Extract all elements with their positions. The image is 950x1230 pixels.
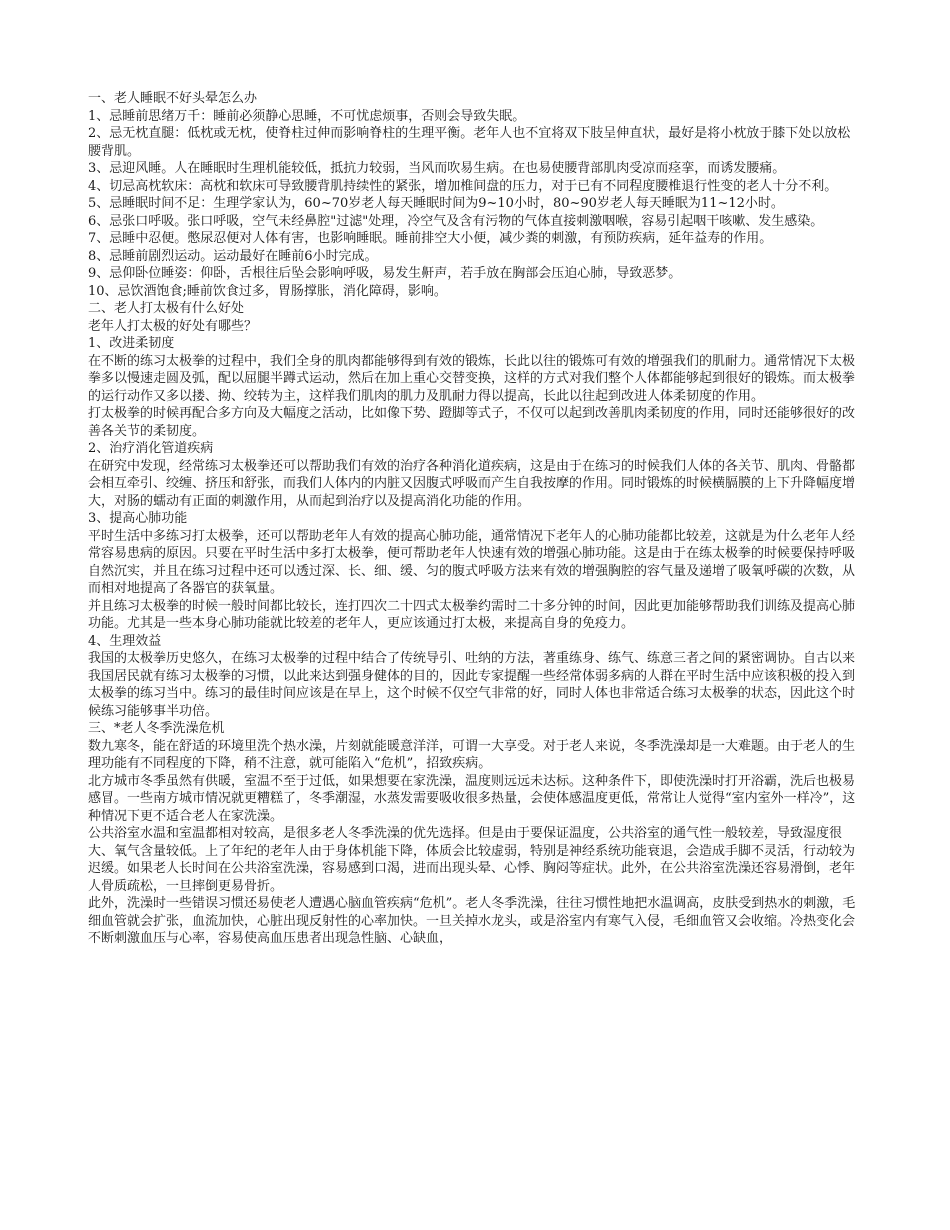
list-item: 9、忌仰卧位睡姿：仰卧，舌根往后坠会影响呼吸，易发生鼾声，若手放在胸部会压迫心肺，导致恶梦。 xyxy=(88,266,682,281)
paragraph: 打太极拳的时候再配合多方向及大幅度之活动，比如像下势、蹬脚等式子，不仅可以起到改善肌肉柔韧度的作用，同时还能够很好的改善各关节的柔韧度。 xyxy=(88,406,856,439)
section-heading-bathing: 三、*老人冬季洗澡危机 xyxy=(88,721,225,736)
list-item: 1、忌睡前思绪万千：睡前必须静心思睡，不可忧虑烦事，否则会导致失眠。 xyxy=(88,108,526,124)
section-heading-taichi: 二、老人打太极有什么好处 xyxy=(88,301,245,316)
paragraph: 平时生活中多练习打太极拳，还可以帮助老年人有效的提高心肺功能，通常情况下老年人的心肺功能都比较差，这就是为什么老年人经常容易患病的原因。只要在平时生活中多打太极拳，便可帮助老年人快速有效的增强心肺功能。这是由于在练太极拳的时候要保持呼吸自然沉实，并且在练习过程中还可以透过深、长、细、缓、匀的腹式呼吸方法来有效的增强胸腔的容气量及递增了吸氧呼碳的次数，从而相对地提高了各器官的获氧量。 xyxy=(88,528,856,596)
paragraph: 并且练习太极拳的时候一般时间都比较长，连打四次二十四式太极拳约需时二十多分钟的时间，因此更加能够帮助我们训练及提高心肺功能。尤其是一些本身心肺功能就比较差的老年人，更应该通过打太极，来提高自身的免疫力。 xyxy=(88,598,856,631)
list-item: 3、忌迎风睡。人在睡眠时生理机能较低，抵抗力较弱，当风而吹易生病。在也易使腰背部肌肉受凉而痉挛，而诱发腰痛。 xyxy=(88,161,786,176)
paragraph: 在研究中发现，经常练习太极拳还可以帮助我们有效的治疗各种消化道疾病，这是由于在练习的时候我们人体的各关节、肌肉、骨骼都会相互牵引、绞缠、挤压和舒张，而我们人体内的内脏又因腹式呼吸而产生自我按摩的作用。同时锻炼的时候横膈膜的上下升降幅度增大，对肠的蠕动有正面的刺激作用，从而起到治疗以及提高消化功能的作用。 xyxy=(88,458,856,509)
paragraph: 我国的太极拳历史悠久，在练习太极拳的过程中结合了传统导引、吐纳的方法，著重练身、练气、练意三者之间的紧密调协。自古以来我国居民就有练习太极拳的习惯，以此来达到强身健体的目的，因此专家提醒一些经常体弱多病的人群在平时生活中应该积极的投入到太极拳的练习当中。练习的最佳时间应该是在早上，这个时候不仅空气非常的好，同时人体也非常适合练习太极拳的状态，因此这个时候练习能够事半功倍。 xyxy=(88,651,856,719)
subheading: 2、治疗消化管道疾病 xyxy=(88,441,214,456)
list-item: 2、忌无枕直腿：低枕或无枕，使脊柱过伸而影响脊柱的生理平衡。老年人也不宜将双下肢呈伸直状，最好是将小枕放于膝下处以放松腰背肌。 xyxy=(88,126,851,159)
paragraph: 公共浴室水温和室温都相对较高，是很多老人冬季洗澡的优先选择。但是由于要保证温度，公共浴室的通气性一般较差，导致湿度很大、氧气含量较低。上了年纪的老年人由于身体机能下降，体质会比较虚弱，特别是神经系统功能衰退，会造成手脚不灵活，行动较为迟缓。如果老人长时间在公共浴室洗澡，容易感到口渴，进而出现头晕、心悸、胸闷等症状。此外，在公共浴室洗澡还容易滑倒，老年人骨质疏松，一旦摔倒更易骨折。 xyxy=(88,826,856,894)
paragraph: 此外，洗澡时一些错误习惯还易使老人遭遇心脑血管疾病“危机”。老人冬季洗澡，往往习惯性地把水温调高，皮肤受到热水的刺激，毛细血管就会扩张，血流加快，心脏出现反射性的心率加快。一旦关掉水龙头，或是浴室内有寒气入侵，毛细血管又会收缩。冷热变化会不断刺激血压与心率，容易使高血压患者出现急性脑、心缺血， xyxy=(88,896,856,946)
list-item: 10、忌饮酒饱食;睡前饮食过多，胃肠撑胀，消化障碍，影响。 xyxy=(88,283,447,299)
section-heading-sleep: 一、老人睡眠不好头晕怎么办 xyxy=(88,91,258,106)
subheading: 3、提高心肺功能 xyxy=(88,511,188,526)
subheading: 1、改进柔韧度 xyxy=(88,336,175,351)
paragraph: 数九寒冬，能在舒适的环境里洗个热水澡，片刻就能暖意洋洋，可谓一大享受。对于老人来说，冬季洗澡却是一大难题。由于老人的生理功能有不同程度的下降，稍不注意，就可能陷入“危机”，招致疾病。 xyxy=(88,738,856,771)
paragraph: 在不断的练习太极拳的过程中，我们全身的肌肉都能够得到有效的锻炼，长此以往的锻炼可有效的增强我们的肌耐力。通常情况下太极拳多以慢速走圆及弧，配以屈腿半蹲式运动，然后在加上重心交替变换，这样的方式对我们整个人体都能够起到很好的锻炼。而太极拳的运行动作又多以搂、拗、绞转为主，这样我们肌肉的肌力及肌耐力得以提高，长此以往起到改进人体柔韧度的作用。 xyxy=(88,353,856,404)
list-item: 8、忌睡前剧烈运动。运动最好在睡前6小时完成。 xyxy=(88,248,378,264)
document-body xyxy=(88,90,858,948)
list-item: 5、忌睡眠时间不足：生理学家认为，60~70岁老人每天睡眠时间为9~10小时，80~90岁老人每天睡眠为11~12小时。 xyxy=(88,196,784,211)
list-item: 4、切忌高枕软床：高枕和软床可导致腰背肌持续性的紧张，增加椎间盘的压力，对于已有不同程度腰椎退行性变的老人十分不利。 xyxy=(88,178,838,194)
list-item: 7、忌睡中忍便。憋尿忍便对人体有害，也影响睡眠。睡前排空大小便，减少粪的刺激，有预防疾病，延年益寿的作用。 xyxy=(88,231,773,246)
paragraph: 北方城市冬季虽然有供暖，室温不至于过低，如果想要在家洗澡，温度则远远未达标。这种条件下，即使洗澡时打开浴霸，洗后也极易感冒。一些南方城市情况就更糟糕了，冬季潮湿，水蒸发需要吸收很多热量，会使体感温度更低，常常让人觉得“室内室外一样冷”，这种情况下更不适合老人在家洗澡。 xyxy=(88,773,856,824)
list-item: 6、忌张口呼吸。张口呼吸，空气未经鼻腔"过滤"处理，冷空气及含有污物的气体直接刺激咽喉，容易引起咽干咳嗽、发生感染。 xyxy=(88,213,824,229)
subheading: 老年人打太极的好处有哪些？ xyxy=(88,318,258,334)
subheading: 4、生理效益 xyxy=(88,633,162,649)
